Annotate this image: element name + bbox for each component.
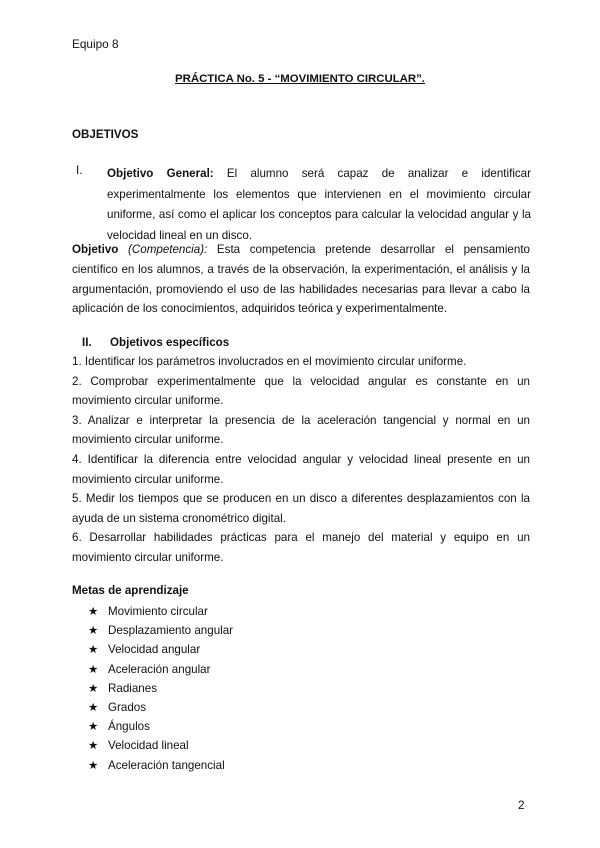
star-bullet-icon: ★ (88, 739, 99, 753)
objective-competence-label: Objetivo (72, 243, 119, 256)
learning-goal-item (88, 679, 233, 698)
learning-goal-text: Aceleración angular (108, 662, 211, 676)
learning-goal-text: Velocidad angular (108, 643, 201, 657)
specific-objective-item: 1. Identificar los parámetros involucrados en el movimiento circular uniforme. (72, 355, 467, 368)
learning-goal-item (88, 602, 233, 621)
specific-objectives-number: II. (82, 336, 92, 349)
learning-goal-item (88, 640, 233, 659)
learning-goal-item (88, 621, 233, 640)
learning-goals-list (88, 602, 233, 775)
learning-goal-item (88, 698, 233, 717)
star-bullet-icon: ★ (88, 662, 99, 676)
star-bullet-icon: ★ (88, 681, 99, 695)
objective-competence-text: Esta competencia pretende desarrollar el pensamiento científico en los alumnos, a través de la observación, la experimentación, el análisis y la argumentación, promoviendo el uso de las habilidades necesarias para llevar a cabo la aplicación de los conocimientos, adquiridos teórica y experimentalmente. (72, 243, 530, 316)
learning-goal-text: Radianes (108, 681, 157, 695)
specific-objectives-list (72, 352, 530, 568)
specific-objective-item: 5. Medir los tiempos que se producen en un disco a diferentes desplazamientos con la ayuda de un sistema cronométrico digital. (72, 492, 530, 525)
specific-objectives-title: Objetivos específicos (110, 336, 230, 349)
learning-goal-text: Movimiento circular (108, 605, 208, 618)
specific-objective-item: 2. Comprobar experimentalmente que la velocidad angular es constante en un movimiento circular uniforme. (72, 374, 530, 408)
specific-objective-item: 3. Analizar e interpretar la presencia de la aceleración tangencial y normal en un movimiento circular uniforme. (72, 413, 530, 447)
objective-general-text: El alumno será capaz de analizar e identificar experimentalmente los elementos que intervienen en el movimiento circular uniforme, así como el aplicar los conceptos para calcular la velocidad angular y la velocidad lineal en un disco. (107, 167, 531, 242)
objective-general-body (107, 164, 531, 246)
objective-competence-qualifier: (Competencia): (128, 243, 208, 256)
page-title: PRÁCTICA No. 5 - “MOVIMIENTO CIRCULAR”. (175, 73, 425, 85)
objective-general-number: I. (76, 164, 83, 177)
star-bullet-icon: ★ (88, 720, 99, 734)
learning-goal-text: Desplazamiento angular (108, 624, 234, 638)
learning-goal-text: Aceleración tangencial (108, 758, 225, 772)
star-bullet-icon: ★ (88, 758, 99, 772)
star-bullet-icon: ★ (88, 605, 99, 618)
star-bullet-icon: ★ (88, 643, 99, 657)
learning-goal-text: Grados (108, 701, 147, 715)
objective-general-label: Objetivo General: (107, 167, 214, 180)
learning-goals-title: Metas de aprendizaje (72, 584, 189, 597)
section-title: OBJETIVOS (72, 128, 139, 141)
star-bullet-icon: ★ (88, 701, 99, 715)
learning-goal-item (88, 736, 233, 755)
learning-goal-text: Ángulos (108, 720, 150, 734)
team-header: Equipo 8 (72, 37, 119, 51)
page-number: 2 (518, 798, 525, 812)
specific-objective-item: 6. Desarrollar habilidades prácticas para el manejo del material y equipo en un movimiento circular uniforme. (72, 531, 530, 564)
objective-competence (72, 240, 530, 319)
star-bullet-icon: ★ (88, 624, 99, 638)
learning-goal-item (88, 660, 233, 679)
specific-objective-item: 4. Identificar la diferencia entre velocidad angular y velocidad lineal presente en un movimiento circular uniforme. (72, 452, 530, 486)
learning-goal-text: Velocidad lineal (108, 739, 189, 753)
learning-goal-item (88, 717, 233, 736)
learning-goal-item (88, 756, 233, 775)
